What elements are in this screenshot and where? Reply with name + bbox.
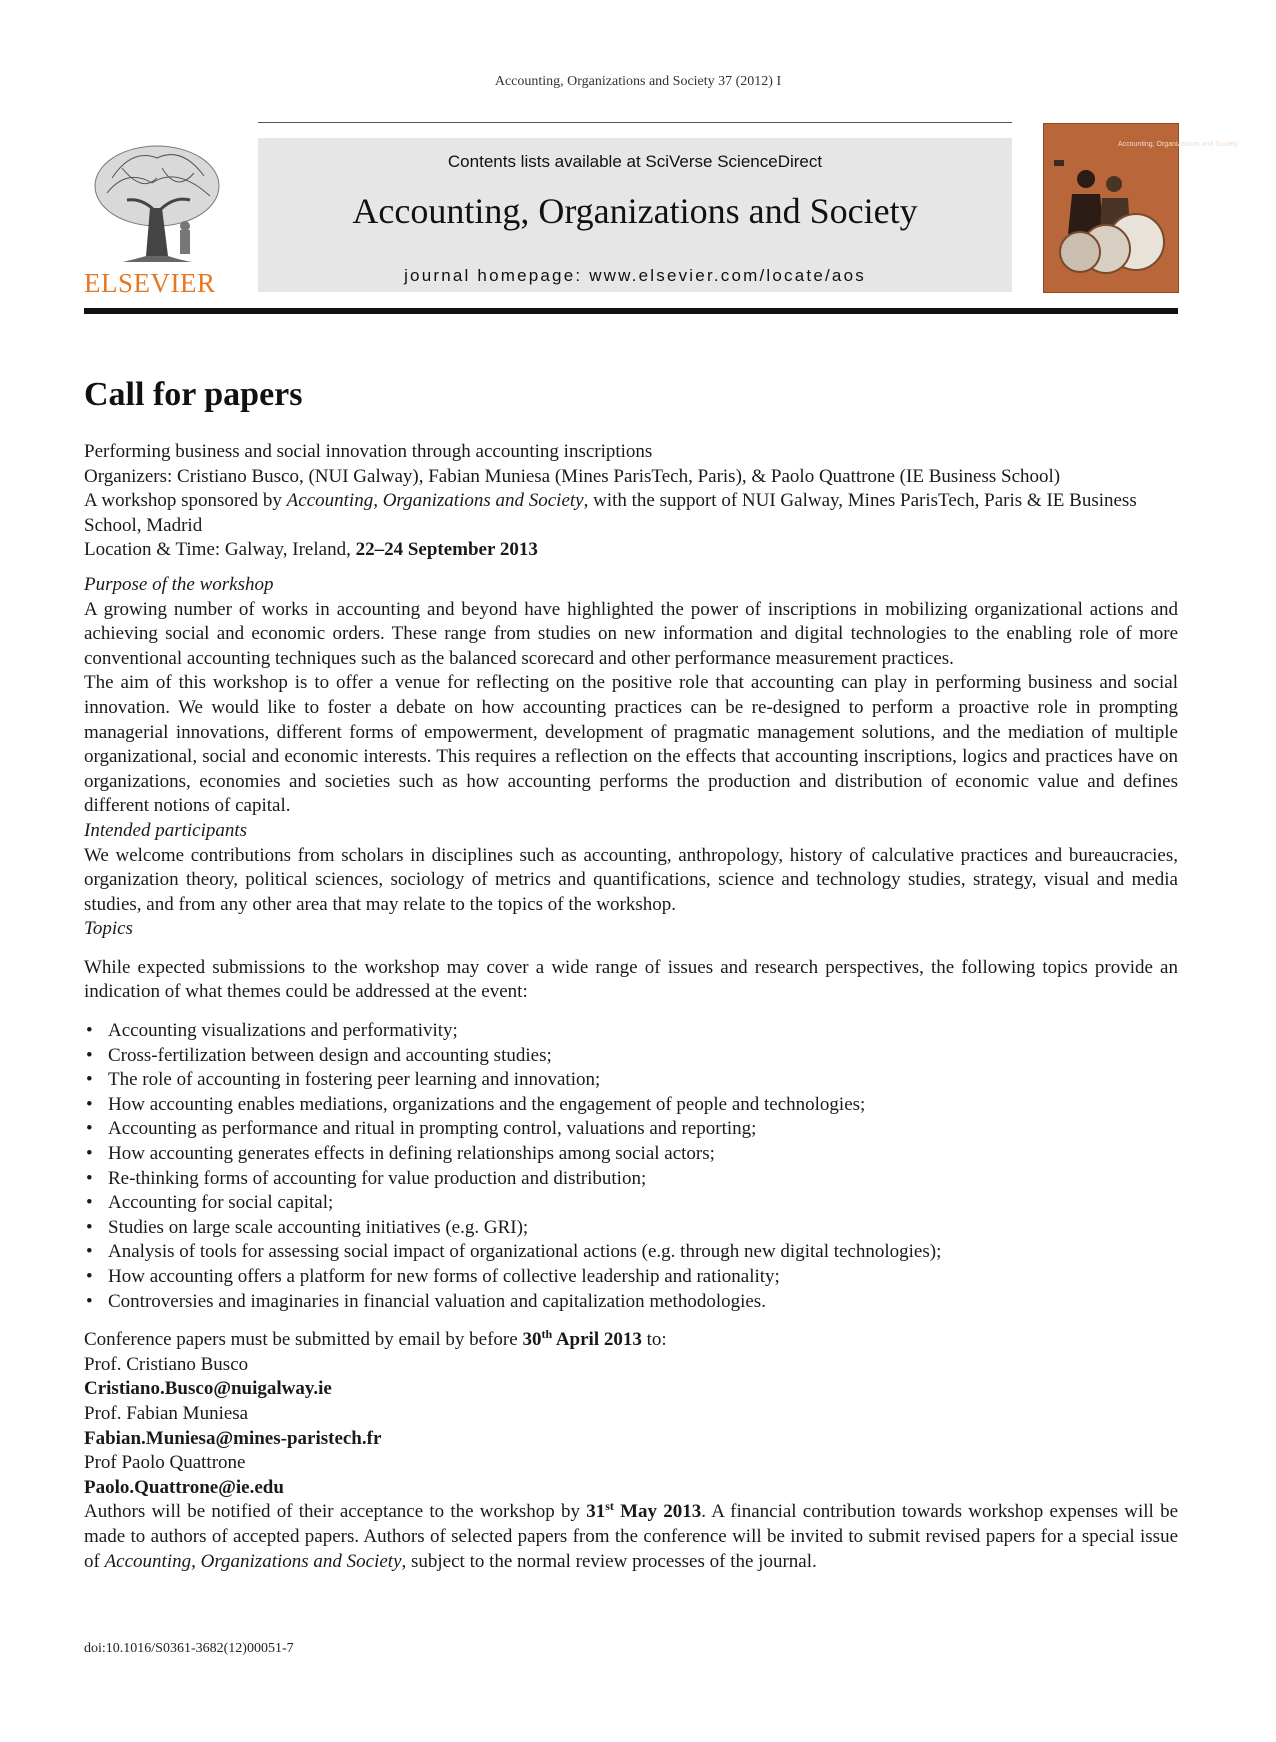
notification-day-suffix: st <box>605 1499 614 1514</box>
cover-illustration <box>1044 124 1239 292</box>
submission-day: 30 <box>522 1329 542 1351</box>
topics-heading: Topics <box>84 918 133 940</box>
journal-title: Accounting, Organizations and Society <box>352 191 918 231</box>
purpose-paragraph-2: The aim of this workshop is to offer a venue for reflecting on the positive role that accounting can play in performing business and social innovation. We would like to foster a debate on how accounting practices can be re-designed to perform a proactive role in prompting managerial innovations, different forms of empowerment, development of pragmatic management solutions, and the mediation of multiple organizational, social and economic interests. This requires a reflection on the effects that accounting inscriptions, logics and practices have on organizations, economies and societies such as how accounting performs the production and distribution of economic value and defines different notions of capital. <box>84 672 1178 817</box>
list-item: • Cross-fertilization between design and accounting studies; <box>84 1044 1178 1069</box>
sponsor-line <box>84 489 1178 538</box>
closing-prefix: Authors will be notified of their acceptance to the workshop by <box>84 1501 587 1523</box>
contact-name: Prof Paolo Quattrone <box>84 1452 246 1474</box>
notification-date <box>586 1501 701 1522</box>
contact-email-link[interactable]: Fabian.Muniesa@mines-paristech.fr <box>84 1427 382 1449</box>
list-item: • Accounting as performance and ritual in prompting control, valuations and reporting; <box>84 1117 1178 1142</box>
submission-prefix: Conference papers must be submitted by email by before <box>84 1329 523 1351</box>
workshop-subtitle: Performing business and social innovation through accounting inscriptions <box>84 441 653 462</box>
purpose-heading: Purpose of the workshop <box>84 573 274 595</box>
list-item: • How accounting generates effects in defining relationships among social actors; <box>84 1142 1178 1167</box>
list-item: • Accounting visualizations and performativity; <box>84 1019 1178 1044</box>
closing-middle: . A financial contribution towards workshop expenses will be made to authors of accepted papers. Authors of selected papers from the conference will be invited to submit revised papers for a special issue of <box>84 1501 1178 1572</box>
sponsor-suffix: , with the support of NUI Galway, Mines ParisTech, Paris & IE Business School, Madrid <box>84 490 1137 536</box>
organizers-line: Organizers: Cristiano Busco, (NUI Galway), Fabian Muniesa (Mines ParisTech, Paris), & Paolo Quattrone (IE Business School) <box>84 465 1061 487</box>
participants-heading: Intended participants <box>84 819 248 841</box>
cover-title-text: Accounting, Organizations and Society <box>1118 141 1239 148</box>
contact-name: Prof. Cristiano Busco <box>84 1353 249 1375</box>
header-rule <box>258 122 1012 123</box>
journal-cover-thumbnail <box>1044 124 1239 292</box>
list-item: • Re-thinking forms of accounting for value production and distribution; <box>84 1167 1178 1192</box>
running-head: Accounting, Organizations and Society 37 (2012) I <box>494 74 782 89</box>
tree-icon <box>82 138 232 268</box>
notification-month-year: May 2013 <box>613 1501 702 1523</box>
sponsor-journal: Accounting, Organizations and Society <box>286 490 584 512</box>
page-title: Call for papers <box>84 376 303 413</box>
journal-masthead <box>258 138 1012 292</box>
doi-footer[interactable]: doi:10.1016/S0361-3682(12)00051-7 <box>84 1641 294 1656</box>
submission-month-year: April 2013 <box>552 1329 642 1351</box>
list-item: • Controversies and imaginaries in financial valuation and capitalization methodologies. <box>84 1290 1178 1315</box>
list-item: • Analysis of tools for assessing social impact of organizational actions (e.g. through new digital technologies); <box>84 1240 1178 1265</box>
notification-day: 31 <box>586 1501 606 1523</box>
submission-day-suffix: th <box>541 1327 553 1342</box>
contact-email-link[interactable]: Cristiano.Busco@nuigalway.ie <box>84 1378 332 1400</box>
article-body <box>84 440 1178 1574</box>
masthead-divider <box>84 308 1178 314</box>
sponsor-prefix: A workshop sponsored by <box>84 490 287 512</box>
location-prefix: Location & Time: Galway, Ireland, <box>84 539 356 561</box>
topics-list <box>84 1019 1178 1314</box>
elsevier-wordmark: ELSEVIER <box>84 268 216 298</box>
contents-available-line: Contents lists available at SciVerse ScienceDirect <box>447 152 823 171</box>
submission-suffix: to: <box>641 1329 667 1351</box>
submission-deadline <box>522 1329 641 1350</box>
location-line <box>84 538 1178 563</box>
closing-journal: Accounting, Organizations and Society <box>104 1550 402 1572</box>
list-item: • Studies on large scale accounting initiatives (e.g. GRI); <box>84 1216 1178 1241</box>
list-item: • Accounting for social capital; <box>84 1191 1178 1216</box>
list-item: • The role of accounting in fostering peer learning and innovation; <box>84 1068 1178 1093</box>
closing-paragraph <box>84 1500 1178 1574</box>
journal-homepage: journal homepage: www.elsevier.com/locate/aos <box>404 266 866 285</box>
list-item: • How accounting offers a platform for new forms of collective leadership and rationality; <box>84 1265 1178 1290</box>
list-item: • How accounting enables mediations, organizations and the engagement of people and technologies; <box>84 1093 1178 1118</box>
workshop-date: 22–24 September 2013 <box>355 539 538 561</box>
contact-name: Prof. Fabian Muniesa <box>84 1402 249 1424</box>
submission-line <box>84 1328 1178 1353</box>
topics-intro: While expected submissions to the workshop may cover a wide range of issues and research perspectives, the following topics provide an indication of what themes could be addressed at the event: <box>84 956 1178 1003</box>
participants-paragraph: We welcome contributions from scholars in disciplines such as accounting, anthropology, history of calculative practices and bureaucracies, organization theory, political sciences, sociology of metrics and quantifications, science and technology studies, strategy, visual and media studies, and from any other area that may relate to the topics of the workshop. <box>84 844 1178 915</box>
closing-suffix: , subject to the normal review processes of the journal. <box>401 1550 817 1572</box>
purpose-paragraph-1: A growing number of works in accounting and beyond have highlighted the power of inscriptions in mobilizing organizational actions and achieving social and economic orders. These range from studies on new information and digital technologies to the enabling role of more conventional accounting techniques such as the balanced scorecard and other performance measurement practices. <box>84 598 1178 669</box>
contact-email-link[interactable]: Paolo.Quattrone@ie.edu <box>84 1476 284 1498</box>
